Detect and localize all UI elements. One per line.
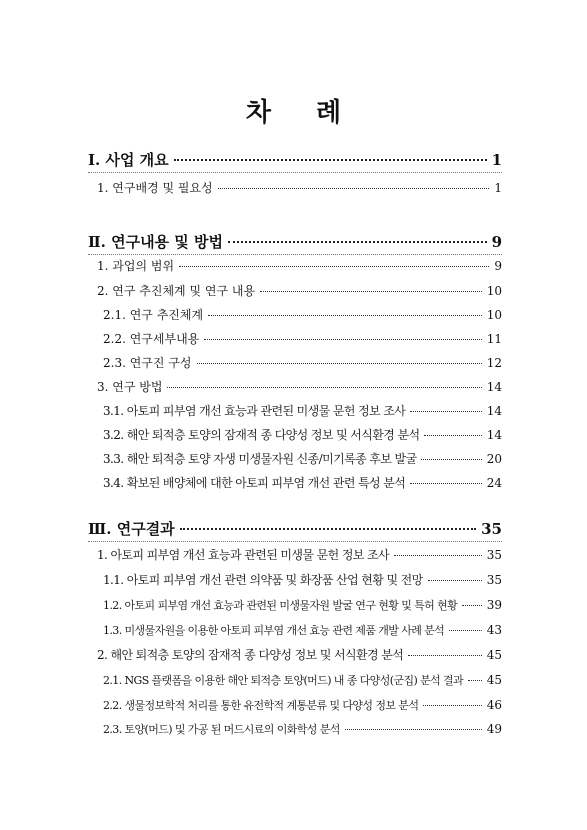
toc-item[interactable] (103, 721, 502, 738)
leader-dots (208, 315, 482, 316)
toc-item-label: 1. 연구배경 및 필요성 (97, 181, 213, 195)
toc-item-label: 2. 해안 퇴적층 토양의 잠재적 종 다양성 정보 및 서식환경 분석 (97, 648, 404, 662)
toc-page-number: 1 (494, 181, 502, 195)
toc-item-label: 2.1. NGS 플랫폼을 이용한 해안 퇴적층 토양(머드) 내 종 다양성(군집) 분석 결과 (103, 674, 464, 687)
toc-item[interactable] (97, 283, 502, 299)
toc-item[interactable] (103, 403, 502, 419)
toc-item-label: 1. 과업의 범위 (97, 259, 175, 273)
toc-item[interactable] (103, 622, 502, 639)
toc-section-2[interactable] (88, 232, 502, 252)
toc-item[interactable] (97, 258, 502, 274)
toc-page-number: 10 (486, 308, 502, 322)
leader-dots (423, 705, 481, 706)
toc-item-label: 1.3. 미생물자원을 이용한 아토피 피부염 개선 효능 관련 제품 개발 사례 분석 (103, 624, 445, 637)
leader-dots (394, 555, 482, 556)
toc-item[interactable] (97, 547, 502, 563)
leader-dots (408, 655, 482, 656)
toc-item-label: 3.4. 확보된 배양체에 대한 아토피 피부염 개선 관련 특성 분석 (103, 476, 406, 490)
toc-title: 차 례 (245, 98, 360, 128)
toc-item[interactable] (97, 647, 502, 663)
toc-page-number: 35 (486, 548, 502, 562)
toc-item-label: 1. 아토피 피부염 개선 효능과 관련된 미생물 문헌 정보 조사 (97, 548, 389, 562)
leader-dots (167, 387, 481, 388)
toc-item[interactable] (103, 451, 502, 467)
toc-page-number: 20 (486, 452, 502, 466)
leader-dots (449, 630, 482, 631)
toc-item-label: 3.1. 아토피 피부염 개선 효능과 관련된 미생물 문헌 정보 조사 (103, 404, 406, 418)
toc-page-number: 14 (486, 428, 502, 442)
leader-dots (428, 580, 482, 581)
toc-item-label: 2.3. 연구진 구성 (103, 356, 192, 370)
toc-item[interactable] (103, 475, 502, 491)
toc-page-number: 10 (486, 284, 502, 298)
toc-item[interactable] (103, 307, 502, 323)
leader-dots (462, 605, 482, 606)
toc-item-label: 1.2. 아토피 피부염 개선 효능과 관련된 미생물자원 발굴 연구 현황 및 특허 현황 (103, 599, 458, 612)
leader-dots (424, 435, 481, 436)
toc-page-number: 12 (486, 356, 502, 370)
toc-item[interactable] (103, 355, 502, 371)
leader-dots (228, 241, 487, 243)
section-divider (88, 541, 502, 542)
toc-page-number: 49 (486, 722, 502, 736)
toc-item-label: 3. 연구 방법 (97, 380, 163, 394)
toc-page-number: 24 (486, 476, 502, 490)
toc-page-number: 14 (486, 380, 502, 394)
leader-dots (260, 291, 482, 292)
leader-dots (180, 528, 476, 530)
leader-dots (179, 266, 489, 267)
toc-item-label: 3.3. 해안 퇴적층 토양 자생 미생물자원 신종/미기록종 후보 발굴 (103, 452, 417, 466)
toc-section-3[interactable] (88, 519, 502, 539)
toc-page-number: 39 (486, 598, 502, 612)
toc-item-label: 2.3. 토양(머드) 및 가공 된 머드시료의 이화학성 분석 (103, 723, 340, 736)
leader-dots (345, 729, 482, 730)
leader-dots (421, 459, 481, 460)
toc-item-label: 2.2. 생물정보학적 처리를 통한 유전학적 계통분류 및 다양성 정보 분석 (103, 699, 419, 712)
toc-item-label: 1.1. 아토피 피부염 개선 관련 의약품 및 화장품 산업 현황 및 전망 (103, 573, 423, 587)
toc-item[interactable] (103, 572, 502, 588)
toc-item[interactable] (97, 180, 502, 196)
leader-dots (197, 363, 482, 364)
toc-page-number: 46 (486, 698, 502, 712)
leader-dots (468, 680, 482, 681)
toc-page-number: 35 (486, 573, 502, 587)
toc-page-number: 1 (491, 151, 502, 169)
section-divider (88, 254, 502, 255)
toc-item-label: 3.2. 해안 퇴적층 토양의 잠재적 종 다양성 정보 및 서식환경 분석 (103, 428, 420, 442)
leader-dots (174, 159, 487, 161)
toc-item-label: 2.1. 연구 추진체계 (103, 308, 204, 322)
toc-page-number: 9 (491, 233, 502, 251)
toc-page-number: 11 (486, 332, 502, 346)
leader-dots (410, 483, 481, 484)
toc-item[interactable] (103, 672, 502, 689)
toc-item-label: 2.2. 연구세부내용 (103, 332, 200, 346)
toc-section-label: Ⅱ. 연구내용 및 방법 (88, 233, 223, 251)
toc-item[interactable] (103, 697, 502, 714)
leader-dots (204, 339, 481, 340)
toc-item[interactable] (103, 597, 502, 614)
toc-item[interactable] (97, 379, 502, 395)
toc-page-number: 43 (486, 623, 502, 637)
toc-section-label: Ⅰ. 사업 개요 (88, 151, 169, 169)
toc-page-number: 9 (494, 259, 502, 273)
toc-item[interactable] (103, 331, 502, 347)
toc-page-number: 45 (486, 673, 502, 687)
toc-item[interactable] (103, 427, 502, 443)
leader-dots (410, 411, 481, 412)
toc-page-number: 45 (486, 648, 502, 662)
leader-dots (218, 188, 490, 189)
section-divider (88, 172, 502, 173)
toc-page-number: 14 (486, 404, 502, 418)
toc-page-number: 35 (481, 520, 502, 538)
toc-item-label: 2. 연구 추진체계 및 연구 내용 (97, 284, 256, 298)
toc-section-label: Ⅲ. 연구결과 (88, 520, 175, 538)
toc-section-1[interactable] (88, 150, 502, 170)
